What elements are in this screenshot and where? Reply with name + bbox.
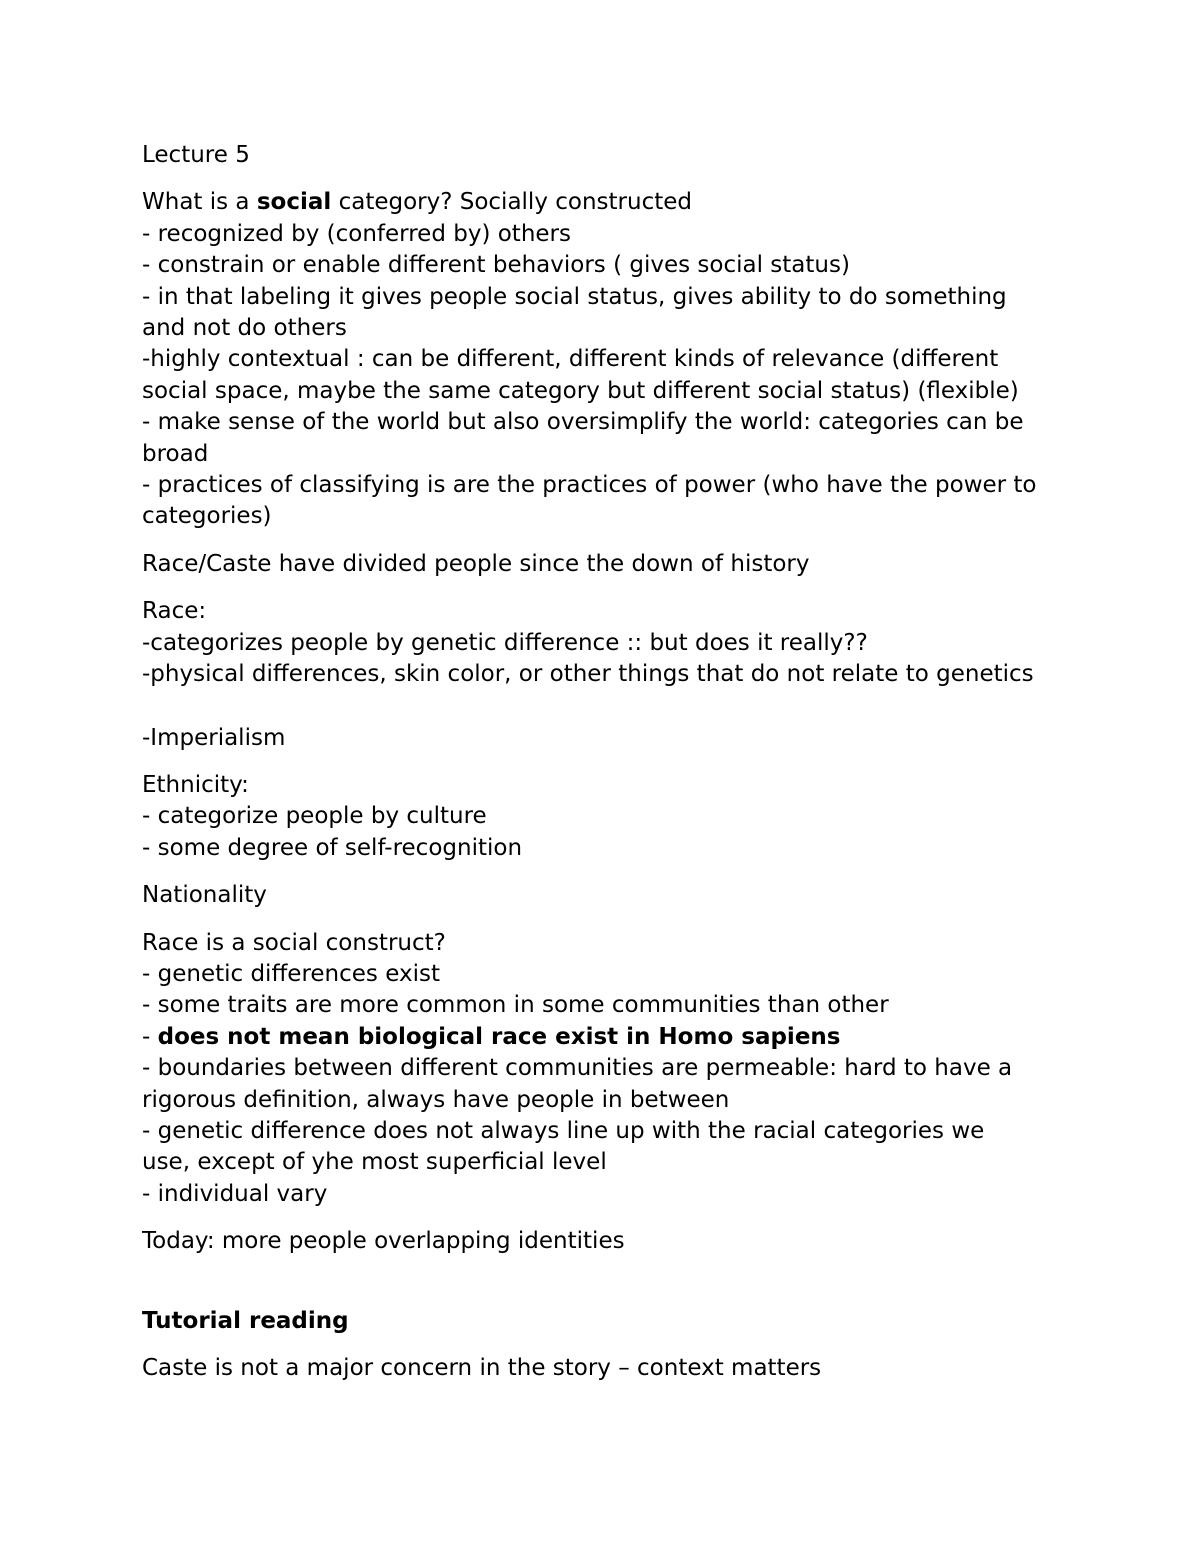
social-point: - make sense of the world but also oversimplify the world: categories can be xyxy=(142,409,1024,436)
document-page xyxy=(142,140,1102,1384)
race-construct-bold-point xyxy=(142,1022,1102,1053)
race-construct-point: rigorous definition, always have people in between xyxy=(142,1086,730,1113)
social-point: - in that labeling it gives people social status, gives ability to do something xyxy=(142,283,1007,310)
social-point: - practices of classifying is are the practices of power (who have the power to xyxy=(142,472,1037,499)
social-point: - constrain or enable different behaviors ( gives social status) xyxy=(142,252,850,279)
bold-point-text: does not mean biological race exist in Homo sapiens xyxy=(157,1023,841,1050)
race-caste-line: Race/Caste have divided people since the down of history xyxy=(142,550,810,577)
race-point: -physical differences, skin color, or other things that do not relate to genetics xyxy=(142,661,1034,688)
imperialism-line: -Imperialism xyxy=(142,724,286,751)
race-construct-point: - genetic difference does not always line up with the racial categories we xyxy=(142,1117,985,1144)
social-point: broad xyxy=(142,440,209,467)
race-construct-point: - individual vary xyxy=(142,1180,328,1207)
race-point: -categorizes people by genetic difference :: but does it really?? xyxy=(142,629,868,656)
race-construct-point: use, except of yhe most superficial level xyxy=(142,1149,607,1176)
ethnicity-heading: Ethnicity: xyxy=(142,771,249,798)
race-heading: Race: xyxy=(142,598,207,625)
tutorial-heading-text: Tutorial reading xyxy=(142,1307,349,1334)
race-construct-heading: Race is a social construct? xyxy=(142,929,446,956)
question-prefix: What is a xyxy=(142,189,257,216)
bold-point-prefix: - xyxy=(142,1023,158,1050)
social-category-question xyxy=(142,187,1102,218)
race-construct-point: - boundaries between different communities are permeable: hard to have a xyxy=(142,1055,1013,1082)
social-point: social space, maybe the same category but different social status) (flexible) xyxy=(142,377,1019,404)
race-construct-point: - genetic differences exist xyxy=(142,960,440,987)
lecture-title: Lecture 5 xyxy=(142,142,250,168)
social-point: and not do others xyxy=(142,315,347,342)
social-point: -highly contextual : can be different, different kinds of relevance (different xyxy=(142,346,999,373)
question-bold-word: social xyxy=(256,189,332,216)
question-suffix: category? Socially constructed xyxy=(331,189,692,216)
today-line: Today: more people overlapping identities xyxy=(142,1228,625,1255)
social-point: - recognized by (conferred by) others xyxy=(142,220,571,247)
tutorial-text: Caste is not a major concern in the story – context matters xyxy=(142,1355,822,1381)
ethnicity-point: - categorize people by culture xyxy=(142,803,487,830)
ethnicity-point: - some degree of self-recognition xyxy=(142,834,523,861)
tutorial-heading xyxy=(142,1306,1102,1337)
nationality-heading: Nationality xyxy=(142,882,267,909)
race-construct-point: - some traits are more common in some communities than other xyxy=(142,992,889,1019)
social-point: categories) xyxy=(142,503,272,530)
